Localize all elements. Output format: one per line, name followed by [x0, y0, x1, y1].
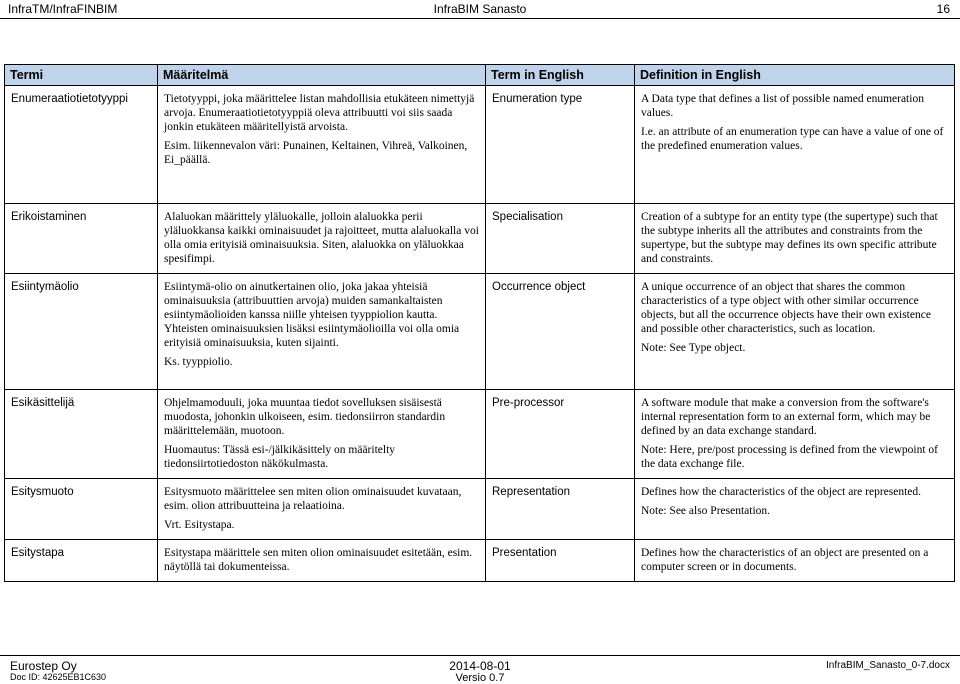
term-en-cell: Occurrence object — [486, 274, 635, 390]
definition-en-cell — [635, 540, 955, 582]
table-row — [5, 390, 955, 479]
definition-cell — [158, 540, 486, 582]
table-row — [5, 540, 955, 582]
table-row — [5, 86, 955, 204]
definition-cell — [158, 390, 486, 479]
definition-en-paragraph: Creation of a subtype for an entity type (the supertype) such that the subtype inherits all the attributes and constraints from the supertype, but the subtype may defines its own specific attribute and constraints. — [641, 211, 938, 265]
footer-version: Versio 0.7 — [455, 672, 505, 684]
definition-en-paragraph: I.e. an attribute of an enumeration type can have a value of one of the predefined enumeration values. — [641, 126, 944, 152]
column-header-term-en: Term in English — [486, 65, 635, 86]
table-row — [5, 479, 955, 540]
term-cell: Esitystapa — [5, 540, 158, 582]
definition-en-paragraph: A unique occurrence of an object that shares the common characteristics of a type object with other similar occurrence objects, but all the occurrence objects have their own existence and possible other characteristics, such as location. — [641, 281, 931, 335]
definition-en-cell — [635, 390, 955, 479]
definition-cell — [158, 274, 486, 390]
table-row — [5, 204, 955, 274]
definition-en-paragraph: Note: See also Presentation. — [641, 505, 771, 517]
term-en-cell: Specialisation — [486, 204, 635, 274]
definition-paragraph: Tietotyyppi, joka määrittelee listan mahdollisia etukäteen nimettyjä arvoja. Enumeraatiotietotyyppiä oleva attribuutti voi siis saada jonkin etukäteen määritellyistä arvoista. — [164, 93, 475, 133]
footer-company: Eurostep Oy — [10, 659, 77, 673]
page-footer — [0, 655, 960, 682]
definition-en-paragraph: Note: See Type object. — [641, 342, 746, 354]
definition-paragraph: Alaluokan määrittely yläluokalle, jolloin alaluokka perii yläluokkansa kaikki ominaisuudet ja rajoitteet, mutta alaluokalla voi olla omia erityisiä ominaisuuksia. Siten, alaluokka on yläluokkaa spesifimpi. — [164, 211, 479, 265]
definition-en-cell — [635, 204, 955, 274]
term-cell: Erikoistaminen — [5, 204, 158, 274]
definition-paragraph: Vrt. Esitystapa. — [164, 519, 235, 531]
definition-en-cell — [635, 86, 955, 204]
footer-doc-id: Doc ID: 42625EB1C630 — [10, 672, 107, 682]
term-en-cell: Representation — [486, 479, 635, 540]
term-en-cell: Enumeration type — [486, 86, 635, 204]
footer-filename: InfraBIM_Sanasto_0-7.docx — [826, 660, 950, 671]
definition-en-paragraph: Note: Here, pre/post processing is defined from the viewpoint of the data exchange file. — [641, 444, 939, 470]
column-header-term: Termi — [5, 65, 158, 86]
definition-paragraph: Esitysmuoto määrittelee sen miten olion ominaisuudet kuvataan, esim. olion attribuutteina ja relaatioina. — [164, 486, 462, 512]
definition-paragraph: Huomautus: Tässä esi-/jälkikäsittely on määritelty tiedonsiirtotiedoston näkökulmasta. — [164, 444, 396, 470]
term-en-cell: Pre-processor — [486, 390, 635, 479]
term-cell: Esiintymäolio — [5, 274, 158, 390]
page-header — [0, 0, 960, 19]
definition-en-paragraph: A Data type that defines a list of possible named enumeration values. — [641, 93, 924, 119]
definition-paragraph: Esitystapa määrittele sen miten olion ominaisuudet esitetään, esim. näytöllä tai dokumenteissa. — [164, 547, 473, 573]
footer-date: 2014-08-01 — [449, 659, 511, 673]
definition-paragraph: Ohjelmamoduuli, joka muuntaa tiedot sovelluksen sisäisestä muodosta, johonkin ulkoiseen, esim. tiedonsiirron standardin määrittelemään, muotoon. — [164, 397, 446, 437]
definition-en-cell — [635, 479, 955, 540]
table-row — [5, 274, 955, 390]
definition-cell — [158, 479, 486, 540]
column-header-definition-en: Definition in English — [635, 65, 955, 86]
glossary-table — [4, 64, 955, 582]
header-title: InfraBIM Sanasto — [433, 2, 527, 16]
header-project: InfraTM/InfraFINBIM — [8, 2, 118, 16]
definition-paragraph: Ks. tyyppiolio. — [164, 356, 233, 368]
term-cell: Enumeraatiotietotyyppi — [5, 86, 158, 204]
column-header-definition: Määritelmä — [158, 65, 486, 86]
definition-paragraph: Esim. liikennevalon väri: Punainen, Keltainen, Vihreä, Valkoinen, Ei_päällä. — [164, 140, 468, 166]
definition-en-paragraph: Defines how the characteristics of an object are presented on a computer screen or in documents. — [641, 547, 929, 573]
table-header-row — [5, 65, 955, 86]
definition-cell — [158, 86, 486, 204]
definition-paragraph: Esiintymä-olio on ainutkertainen olio, joka jakaa yhteisiä ominaisuuksia (attribuuttien arvoja) muiden samankaltaisten esiintymäolioiden kanssa niille yhteisen tyyppiolion kautta. Yhteisten ominaisuuksien lisäksi esiintymäolioilla voi olla omia erityisiä ominaisuuksia, kuten sijainti. — [164, 281, 460, 349]
term-en-cell: Presentation — [486, 540, 635, 582]
header-page-number: 16 — [936, 2, 950, 16]
definition-en-paragraph: A software module that make a conversion from the software's internal representation form to an external form, which may be defined by an data exchange standard. — [641, 397, 931, 437]
definition-en-cell — [635, 274, 955, 390]
definition-cell — [158, 204, 486, 274]
definition-en-paragraph: Defines how the characteristics of the object are represented. — [641, 486, 922, 498]
term-cell: Esitysmuoto — [5, 479, 158, 540]
term-cell: Esikäsittelijä — [5, 390, 158, 479]
